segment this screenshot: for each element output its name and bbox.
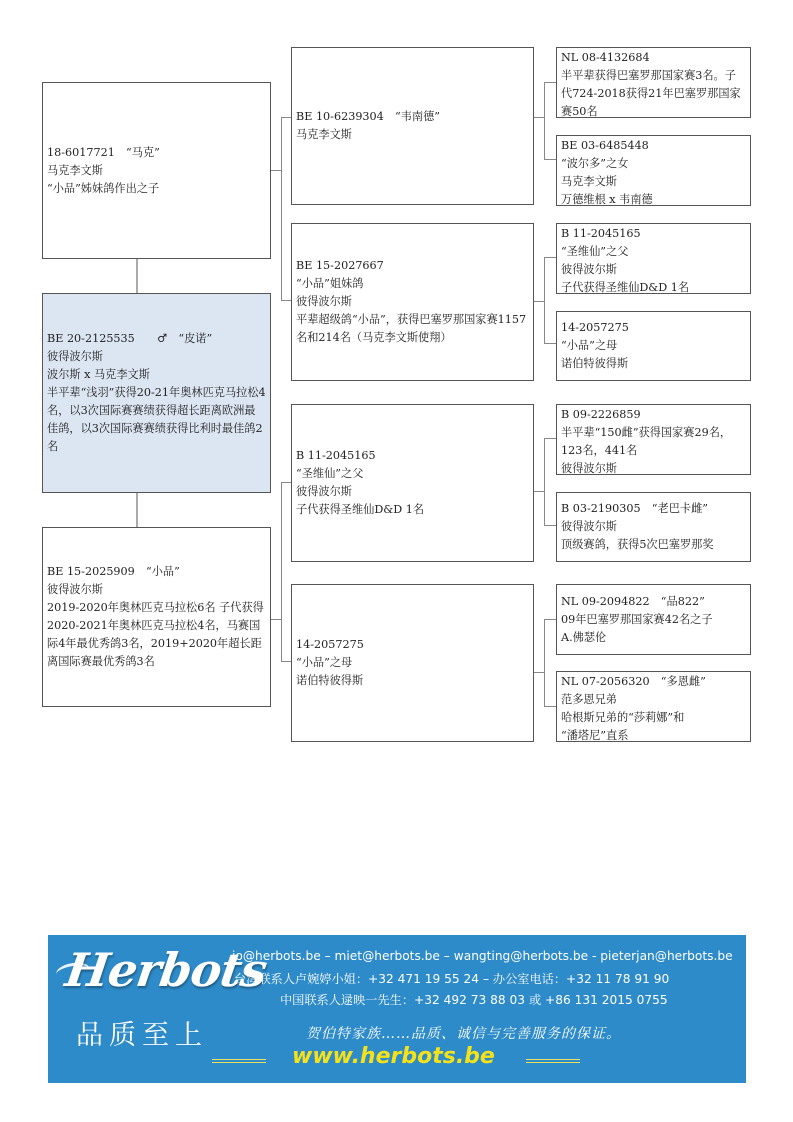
gen3-card-5 bbox=[556, 404, 751, 475]
gen3-ring: B 11-2045165 bbox=[561, 227, 641, 240]
contact-emails[interactable]: jo@herbots.be – miet@herbots.be – wangting@herbots.be - pieterjan@herbots.be bbox=[232, 949, 733, 963]
connector bbox=[281, 482, 291, 483]
connector bbox=[544, 159, 556, 160]
gen3-ring: NL 08-4132684 bbox=[561, 51, 650, 64]
connector bbox=[281, 117, 291, 118]
connector bbox=[544, 619, 545, 707]
dam-ring: BE 15-2025909 “小品” bbox=[47, 565, 180, 578]
sire-ring: 18-6017721 “马克” bbox=[47, 145, 160, 159]
sire-info: “小品”姊妹鸽作出之子 bbox=[47, 181, 160, 195]
subject-parents: 波尔斯 x 马克李文斯 bbox=[47, 368, 150, 381]
sire-sire-breeder: 马克李文斯 bbox=[296, 128, 352, 141]
connector bbox=[281, 661, 291, 662]
connector-sire-subject bbox=[136, 258, 138, 294]
connector bbox=[281, 482, 282, 662]
connector bbox=[544, 619, 556, 620]
gen3-card-1 bbox=[556, 47, 751, 118]
contact-phone-china: 中国联系人逯映一先生：+32 492 73 88 03 或 +86 131 2015 0755 bbox=[280, 993, 668, 1007]
gen3-breeder: A.佛瑟伦 bbox=[561, 630, 607, 644]
subject-card bbox=[42, 293, 271, 493]
dam-sire-card bbox=[291, 404, 534, 562]
gen3-breeder: 马克李文斯 bbox=[561, 175, 617, 188]
gen3-note: 09年巴塞罗那国家赛42名之子 bbox=[561, 612, 713, 626]
gen3-breeder: 彼得波尔斯 bbox=[561, 462, 617, 475]
dam-sire-breeder: 彼得波尔斯 bbox=[296, 485, 352, 498]
dam-breeder: 彼得波尔斯 bbox=[47, 583, 103, 596]
subject-breeder: 彼得波尔斯 bbox=[47, 350, 103, 363]
brand-slogan: 品质至上 bbox=[76, 1020, 208, 1051]
gen3-breeder: 范多恩兄弟 bbox=[561, 693, 617, 706]
sire-sire-ring: BE 10-6239304 “韦南德” bbox=[296, 110, 440, 123]
connector bbox=[544, 438, 556, 439]
gen3-breeder: 诺伯特彼得斯 bbox=[561, 357, 629, 370]
connector bbox=[544, 525, 556, 526]
gen3-card-2 bbox=[556, 135, 751, 206]
gen3-card-6 bbox=[556, 492, 751, 562]
connector bbox=[544, 82, 556, 83]
gen3-breeder: 彼得波尔斯 bbox=[561, 520, 617, 533]
dam-dam-info: “小品”之母 bbox=[296, 656, 353, 669]
sire-card bbox=[42, 82, 271, 259]
dam-note: 2019-2020年奥林匹克马拉松6名 子代获得2020-2021年奥林匹克马拉松4名，马赛国际4年最优秀鸽3名，2019+2020年超长距离国际赛最优秀鸽3名 bbox=[47, 601, 264, 668]
connector bbox=[281, 117, 282, 301]
gen3-card-3 bbox=[556, 223, 751, 294]
gen3-info: “小品”之母 bbox=[561, 339, 618, 352]
decorative-dash-right bbox=[526, 1059, 580, 1063]
connector bbox=[281, 300, 291, 301]
sire-dam-card bbox=[291, 223, 534, 381]
dam-dam-breeder: 诺伯特彼得斯 bbox=[296, 674, 364, 687]
gen3-achievement: 顶级赛鸽，获得5次巴塞罗那奖 bbox=[561, 538, 714, 551]
gen3-parents: 万德维根 x 韦南德 bbox=[561, 193, 653, 206]
website-link[interactable]: www.herbots.be bbox=[292, 1044, 495, 1069]
sire-dam-info: “小品”姐妹鸽 bbox=[296, 277, 364, 290]
gen3-ring: NL 07-2056320 “多恩雌” bbox=[561, 675, 706, 688]
subject-ring: BE 20-2125535 ♂ “皮诺” bbox=[47, 332, 213, 345]
sire-dam-breeder: 彼得波尔斯 bbox=[296, 295, 352, 308]
dam-sire-info: “圣维仙”之父 bbox=[296, 467, 364, 480]
subject-note: 半平辈“浅羽”获得20-21年奥林匹克马拉松4名，以3次国际赛赛绩获得超长距离欧洲最佳鸽，以3次国际赛赛绩获得比利时最佳鸽2名 bbox=[47, 386, 266, 453]
gen3-ring: 14-2057275 bbox=[561, 321, 629, 334]
connector-subject-dam bbox=[136, 492, 138, 528]
gen3-info: 哈根斯兄弟的“莎莉娜”和 bbox=[561, 711, 685, 724]
gen3-card-4 bbox=[556, 311, 751, 381]
gen3-ring: B 09-2226859 bbox=[561, 408, 641, 421]
dam-dam-ring: 14-2057275 bbox=[296, 638, 364, 651]
sire-dam-note: 平辈超级鸽“小品”，获得巴塞罗那国家赛1157名和214名（马克李文斯使翔） bbox=[296, 313, 527, 344]
sire-sire-card bbox=[291, 47, 534, 205]
gen3-note: 半平辈获得巴塞罗那国家赛3名。子代724-2018获得21年巴塞罗那国家赛50名 bbox=[561, 69, 741, 118]
decorative-dash-left bbox=[212, 1059, 266, 1063]
connector bbox=[544, 257, 556, 258]
connector bbox=[544, 438, 545, 526]
gen3-breeder: 彼得波尔斯 bbox=[561, 263, 617, 276]
connector bbox=[544, 257, 545, 344]
contact-phone-taiwan: 台湾联系人卢婉婷小姐：+32 471 19 55 24 – 办公室电话：+32 11 78 91 90 bbox=[234, 972, 670, 986]
gen3-info: “圣维仙”之父 bbox=[561, 245, 629, 258]
gen3-achievement: 子代获得圣维仙D&D 1名 bbox=[561, 281, 690, 294]
dam-card bbox=[42, 527, 271, 707]
dam-dam-card bbox=[291, 584, 534, 742]
sire-breeder: 马克李文斯 bbox=[47, 163, 103, 177]
family-motto: 贺伯特家族……品质、诚信与完善服务的保证。 bbox=[306, 1026, 621, 1042]
gen3-card-7 bbox=[556, 584, 751, 655]
gen3-card-8 bbox=[556, 671, 751, 742]
sire-dam-ring: BE 15-2027667 bbox=[296, 259, 384, 272]
dam-sire-ring: B 11-2045165 bbox=[296, 449, 376, 462]
gen3-info: “波尔多”之女 bbox=[561, 157, 629, 170]
footer-banner bbox=[48, 935, 746, 1083]
gen3-info-2: “潘塔尼”直系 bbox=[561, 729, 629, 742]
dam-sire-achievement: 子代获得圣维仙D&D 1名 bbox=[296, 503, 425, 516]
gen3-ring: B 03-2190305 “老巴卡雌” bbox=[561, 502, 708, 515]
connector bbox=[544, 706, 556, 707]
gen3-ring: BE 03-6485448 bbox=[561, 139, 649, 152]
connector bbox=[544, 82, 545, 160]
gen3-note: 半平辈“150雌”获得国家赛29名，123名，441名 bbox=[561, 426, 732, 457]
brand-logo: Herbots bbox=[62, 943, 270, 997]
connector bbox=[544, 343, 556, 344]
gen3-ring: NL 09-2094822 “品822” bbox=[561, 594, 705, 608]
